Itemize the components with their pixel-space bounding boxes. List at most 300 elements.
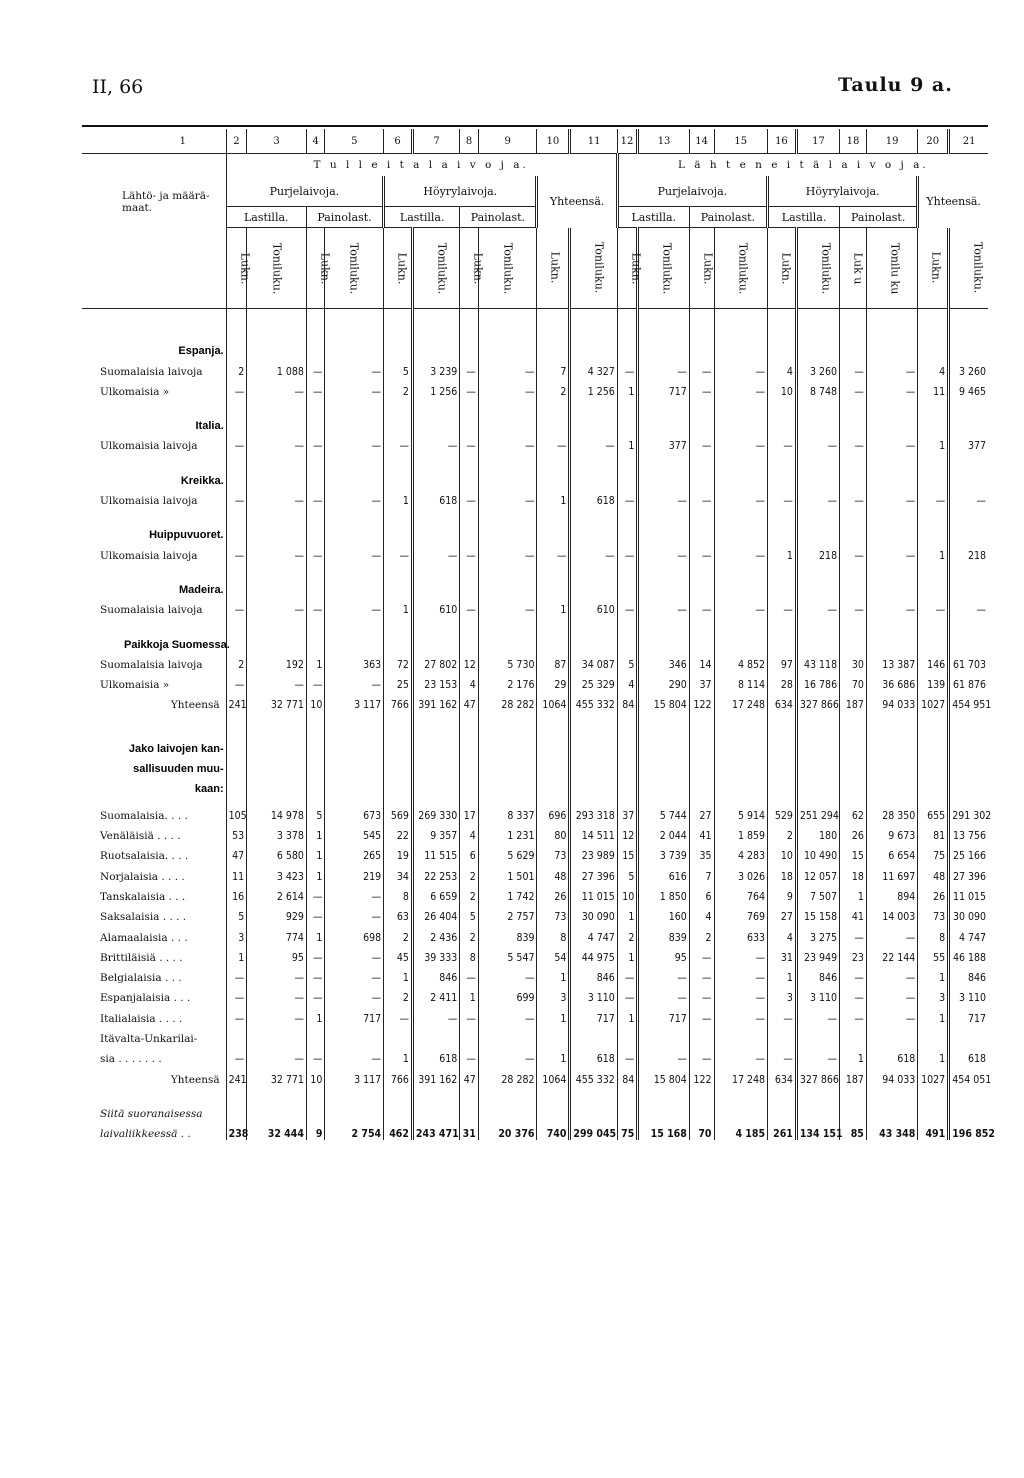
value-cell: 346: [638, 651, 689, 671]
value-cell: 43 348: [866, 1120, 917, 1140]
value-cell: 13 387: [866, 651, 917, 671]
count-header: [384, 228, 413, 309]
value-cell: —: [768, 596, 797, 616]
value-cell: —: [247, 984, 307, 1004]
value-cell: 5: [306, 801, 325, 821]
value-cell: —: [306, 541, 325, 561]
value-cell: [537, 337, 570, 357]
value-cell: 25 329: [570, 671, 617, 691]
row-label: Ulkomaisia »: [100, 385, 170, 398]
value-cell: 1: [918, 432, 949, 452]
value-cell: —: [796, 432, 839, 452]
value-cell: [949, 412, 988, 432]
value-cell: [247, 576, 307, 596]
value-cell: 618: [949, 1045, 988, 1065]
value-cell: 73: [918, 903, 949, 923]
value-cell: 218: [796, 541, 839, 561]
value-cell: —: [460, 541, 479, 561]
row-label: Italialaisia . . . .: [100, 1012, 183, 1025]
value-cell: [325, 521, 384, 541]
value-cell: —: [617, 984, 638, 1004]
value-cell: 1 850: [638, 883, 689, 903]
value-cell: —: [768, 487, 797, 507]
value-cell: [617, 630, 638, 650]
value-cell: —: [768, 432, 797, 452]
tonnage-label: Toniluku.: [735, 242, 749, 294]
value-cell: 363: [325, 651, 384, 671]
count-header: [617, 228, 643, 309]
column-number: 17: [796, 129, 839, 154]
row-label: Brittiläisiä . . . .: [100, 951, 183, 964]
value-cell: 9 465: [949, 378, 988, 398]
value-cell: [247, 711, 307, 725]
table-row: [82, 129, 988, 154]
value-cell: —: [689, 357, 714, 377]
value-cell: 3: [537, 984, 570, 1004]
value-cell: 5 629: [478, 842, 537, 862]
value-cell: [768, 309, 797, 338]
value-cell: 327 866: [796, 691, 839, 711]
value-cell: 14: [689, 651, 714, 671]
value-cell: 39 333: [412, 944, 459, 964]
value-cell: —: [689, 541, 714, 561]
section-title: Espanja.: [178, 345, 224, 358]
value-cell: [918, 1025, 949, 1045]
value-cell: [918, 412, 949, 432]
value-cell: [570, 562, 617, 576]
value-cell: [325, 398, 384, 412]
value-cell: 192: [247, 651, 307, 671]
value-cell: [247, 630, 307, 650]
value-cell: 655: [918, 801, 949, 821]
value-cell: 6 654: [866, 842, 917, 862]
value-cell: 30: [840, 651, 867, 671]
value-cell: [796, 452, 839, 466]
value-cell: 618: [412, 487, 459, 507]
value-cell: [840, 576, 867, 596]
value-cell: [949, 398, 988, 412]
value-cell: [412, 521, 459, 541]
value-cell: [918, 711, 949, 725]
value-cell: [570, 1100, 617, 1120]
ballast-header: Painolast.: [840, 207, 918, 228]
table-row: [82, 452, 988, 466]
value-cell: [714, 1086, 768, 1100]
value-cell: [247, 452, 307, 466]
value-cell: [617, 309, 638, 338]
column-number: 10: [537, 129, 570, 154]
value-cell: 2: [689, 923, 714, 943]
loaded-header: Lastilla.: [226, 207, 306, 228]
value-cell: [796, 630, 839, 650]
section-title: Italia.: [195, 420, 224, 433]
value-cell: 14 003: [866, 903, 917, 923]
table-row: [82, 521, 988, 541]
value-cell: [306, 576, 325, 596]
value-cell: [768, 1025, 797, 1045]
value-cell: 1027: [918, 691, 949, 711]
row-label: Ulkomaisia »: [100, 679, 170, 692]
sailing-header: Purjelaivoja.: [226, 176, 383, 207]
value-cell: 9 357: [412, 822, 459, 842]
value-cell: 4: [460, 671, 479, 691]
value-cell: —: [325, 964, 384, 984]
value-cell: 187: [840, 1065, 867, 1085]
value-cell: 18: [768, 862, 797, 882]
value-cell: 6: [460, 842, 479, 862]
value-cell: [918, 452, 949, 466]
value-cell: —: [384, 1004, 413, 1024]
value-cell: —: [866, 487, 917, 507]
value-cell: —: [306, 964, 325, 984]
table-row: [82, 1004, 988, 1024]
value-cell: 81: [918, 822, 949, 842]
value-cell: 634: [768, 691, 797, 711]
value-cell: [949, 616, 988, 630]
value-cell: —: [325, 357, 384, 377]
value-cell: [796, 1086, 839, 1100]
value-cell: [918, 725, 949, 739]
value-cell: 6: [689, 883, 714, 903]
value-cell: —: [226, 541, 247, 561]
value-cell: [226, 576, 247, 596]
value-cell: [570, 739, 617, 801]
value-cell: 14 511: [570, 822, 617, 842]
value-cell: [460, 337, 479, 357]
value-cell: 95: [247, 944, 307, 964]
value-cell: 2 411: [412, 984, 459, 1004]
value-cell: [768, 521, 797, 541]
tonnage-label: Toniluku.: [592, 241, 606, 294]
value-cell: [866, 466, 917, 486]
column-number: 19: [866, 129, 917, 154]
value-cell: [460, 630, 479, 650]
value-cell: [226, 616, 247, 630]
table-row: [82, 1086, 988, 1100]
value-cell: —: [226, 1045, 247, 1065]
count-label: Lukn.: [701, 252, 715, 284]
value-cell: [226, 398, 247, 412]
table-row: [82, 562, 988, 576]
value-cell: 4 852: [714, 651, 768, 671]
table-row: [82, 842, 988, 862]
value-cell: 2: [460, 883, 479, 903]
value-cell: 241: [226, 691, 247, 711]
value-cell: [460, 725, 479, 739]
value-cell: [247, 562, 307, 576]
row-label: Belgialaisia . . .: [100, 972, 182, 985]
value-cell: 1: [840, 1045, 867, 1065]
value-cell: [866, 725, 917, 739]
value-cell: [537, 725, 570, 739]
value-cell: 62: [840, 801, 867, 821]
count-header: [689, 228, 714, 309]
value-cell: 43 118: [796, 651, 839, 671]
value-cell: 8 337: [478, 801, 537, 821]
value-cell: [226, 309, 247, 338]
spacer: [82, 711, 226, 725]
value-cell: [617, 739, 638, 801]
row-label: Suomalaisia laivoja: [100, 658, 203, 671]
value-cell: 97: [768, 651, 797, 671]
steam-header: Höyrylaivoja.: [768, 176, 918, 207]
value-cell: —: [768, 1004, 797, 1024]
value-cell: —: [617, 596, 638, 616]
value-cell: —: [226, 964, 247, 984]
value-cell: 22: [384, 822, 413, 842]
value-cell: 5 744: [638, 801, 689, 821]
value-cell: [570, 576, 617, 596]
spacer: [82, 562, 226, 576]
value-cell: —: [689, 984, 714, 1004]
value-cell: [537, 1025, 570, 1045]
count-label: Lukn.: [548, 251, 562, 284]
value-cell: [412, 1086, 459, 1100]
column-number: 14: [689, 129, 714, 154]
value-cell: 3 110: [570, 984, 617, 1004]
value-cell: [949, 507, 988, 521]
value-cell: [840, 711, 867, 725]
value-cell: 32 771: [247, 691, 307, 711]
tonnage-header: [247, 228, 307, 309]
value-cell: [478, 1100, 537, 1120]
value-cell: —: [866, 596, 917, 616]
value-cell: —: [412, 541, 459, 561]
value-cell: 26 404: [412, 903, 459, 923]
value-cell: 846: [412, 964, 459, 984]
value-cell: [570, 616, 617, 630]
value-cell: 3: [768, 984, 797, 1004]
value-cell: [840, 739, 867, 801]
table-top-rule: [82, 125, 988, 127]
column-number: 15: [714, 129, 768, 154]
value-cell: [949, 725, 988, 739]
value-cell: 769: [714, 903, 768, 923]
loaded-header: Lastilla.: [768, 207, 840, 228]
value-cell: —: [866, 541, 917, 561]
column-number: 1: [82, 129, 226, 154]
value-cell: [796, 576, 839, 596]
value-cell: [714, 466, 768, 486]
count-label: Lukn.: [395, 252, 409, 284]
value-cell: 18: [840, 862, 867, 882]
value-cell: 455 332: [570, 1065, 617, 1085]
value-cell: 1: [617, 944, 638, 964]
value-cell: [918, 616, 949, 630]
value-cell: [226, 452, 247, 466]
value-cell: 25 166: [949, 842, 988, 862]
table-row: [82, 1045, 988, 1065]
value-cell: 4 747: [949, 923, 988, 943]
value-cell: —: [796, 1004, 839, 1024]
value-cell: —: [478, 596, 537, 616]
table-row: [82, 176, 988, 207]
value-cell: —: [325, 378, 384, 398]
value-cell: [325, 1086, 384, 1100]
value-cell: [478, 398, 537, 412]
value-cell: —: [840, 357, 867, 377]
value-cell: 1: [918, 964, 949, 984]
value-cell: 73: [537, 842, 570, 862]
value-cell: 377: [638, 432, 689, 452]
value-cell: 455 332: [570, 691, 617, 711]
value-cell: 7 507: [796, 883, 839, 903]
value-cell: [384, 466, 413, 486]
table-row: [82, 487, 988, 507]
value-cell: 15 804: [638, 1065, 689, 1085]
value-cell: —: [796, 596, 839, 616]
value-cell: —: [226, 432, 247, 452]
column-number: 12: [617, 129, 638, 154]
value-cell: [768, 725, 797, 739]
value-cell: —: [714, 378, 768, 398]
tonnage-header: [325, 228, 384, 309]
value-cell: [460, 1086, 479, 1100]
value-cell: —: [247, 487, 307, 507]
value-cell: 73: [537, 903, 570, 923]
value-cell: 391 162: [412, 1065, 459, 1085]
value-cell: [796, 337, 839, 357]
value-cell: [384, 1025, 413, 1045]
table-row: [82, 822, 988, 842]
value-cell: [714, 1100, 768, 1120]
value-cell: [840, 337, 867, 357]
value-cell: [537, 739, 570, 801]
value-cell: [325, 507, 384, 521]
value-cell: [768, 711, 797, 725]
value-cell: 26: [537, 883, 570, 903]
value-cell: —: [714, 596, 768, 616]
total-header: Yhteensä.: [537, 176, 617, 228]
value-cell: [714, 412, 768, 432]
value-cell: —: [689, 596, 714, 616]
value-cell: [638, 412, 689, 432]
column-number: 18: [840, 129, 867, 154]
value-cell: 15 804: [638, 691, 689, 711]
value-cell: 87: [537, 651, 570, 671]
value-cell: —: [460, 432, 479, 452]
value-cell: [768, 616, 797, 630]
value-cell: 139: [918, 671, 949, 691]
value-cell: [478, 562, 537, 576]
value-cell: —: [570, 432, 617, 452]
value-cell: [714, 337, 768, 357]
value-cell: [714, 725, 768, 739]
value-cell: —: [537, 541, 570, 561]
value-cell: —: [306, 1045, 325, 1065]
table-row: [82, 883, 988, 903]
value-cell: 8 748: [796, 378, 839, 398]
value-cell: [325, 576, 384, 596]
section-title: Madeira.: [178, 583, 224, 596]
value-cell: [478, 412, 537, 432]
value-cell: 1: [460, 984, 479, 1004]
value-cell: —: [226, 378, 247, 398]
value-cell: [412, 466, 459, 486]
value-cell: [570, 1025, 617, 1045]
value-cell: —: [840, 596, 867, 616]
count-header: [537, 228, 570, 309]
value-cell: [384, 412, 413, 432]
count-label: Lukn.: [929, 251, 943, 284]
value-cell: [537, 412, 570, 432]
value-cell: —: [689, 1045, 714, 1065]
value-cell: [460, 739, 479, 801]
value-cell: [768, 562, 797, 576]
value-cell: [306, 337, 325, 357]
value-cell: —: [325, 596, 384, 616]
value-cell: [689, 630, 714, 650]
value-cell: —: [714, 487, 768, 507]
value-cell: 454 951: [949, 691, 988, 711]
value-cell: 846: [949, 964, 988, 984]
table-row: [82, 1025, 988, 1045]
value-cell: 146: [918, 651, 949, 671]
value-cell: [617, 337, 638, 357]
value-cell: [866, 1025, 917, 1045]
origin-label: Lähtö- ja määrä-maat.: [122, 189, 210, 214]
value-cell: [689, 562, 714, 576]
column-number: 11: [570, 129, 617, 154]
value-cell: —: [866, 984, 917, 1004]
value-cell: —: [840, 432, 867, 452]
value-cell: —: [412, 432, 459, 452]
value-cell: —: [949, 596, 988, 616]
value-cell: [866, 412, 917, 432]
value-cell: [949, 1086, 988, 1100]
value-cell: [325, 562, 384, 576]
value-cell: 1064: [537, 691, 570, 711]
value-cell: [247, 1025, 307, 1045]
value-cell: [617, 725, 638, 739]
value-cell: 19: [384, 842, 413, 862]
value-cell: [306, 711, 325, 725]
value-cell: 1: [537, 964, 570, 984]
value-cell: 23 989: [570, 842, 617, 862]
section-title: Huippuvuoret.: [149, 529, 224, 542]
value-cell: [460, 398, 479, 412]
value-cell: —: [714, 1045, 768, 1065]
value-cell: 545: [325, 822, 384, 842]
value-cell: [689, 452, 714, 466]
value-cell: [689, 1086, 714, 1100]
value-cell: 47: [460, 691, 479, 711]
value-cell: —: [460, 1045, 479, 1065]
value-cell: 1 501: [478, 862, 537, 882]
value-cell: 27 396: [949, 862, 988, 882]
value-cell: 2: [460, 862, 479, 882]
value-cell: [689, 466, 714, 486]
value-cell: [460, 507, 479, 521]
value-cell: [617, 398, 638, 412]
value-cell: [537, 309, 570, 338]
value-cell: [768, 466, 797, 486]
value-cell: [247, 398, 307, 412]
value-cell: 2 176: [478, 671, 537, 691]
table-row: [82, 466, 988, 486]
value-cell: —: [866, 923, 917, 943]
value-cell: 766: [384, 691, 413, 711]
value-cell: [949, 630, 988, 650]
value-cell: [306, 309, 325, 338]
value-cell: —: [306, 357, 325, 377]
column-number: 5: [325, 129, 384, 154]
value-cell: [537, 630, 570, 650]
value-cell: 31: [768, 944, 797, 964]
value-cell: 94 033: [866, 1065, 917, 1085]
value-cell: [306, 725, 325, 739]
value-cell: 2: [226, 651, 247, 671]
